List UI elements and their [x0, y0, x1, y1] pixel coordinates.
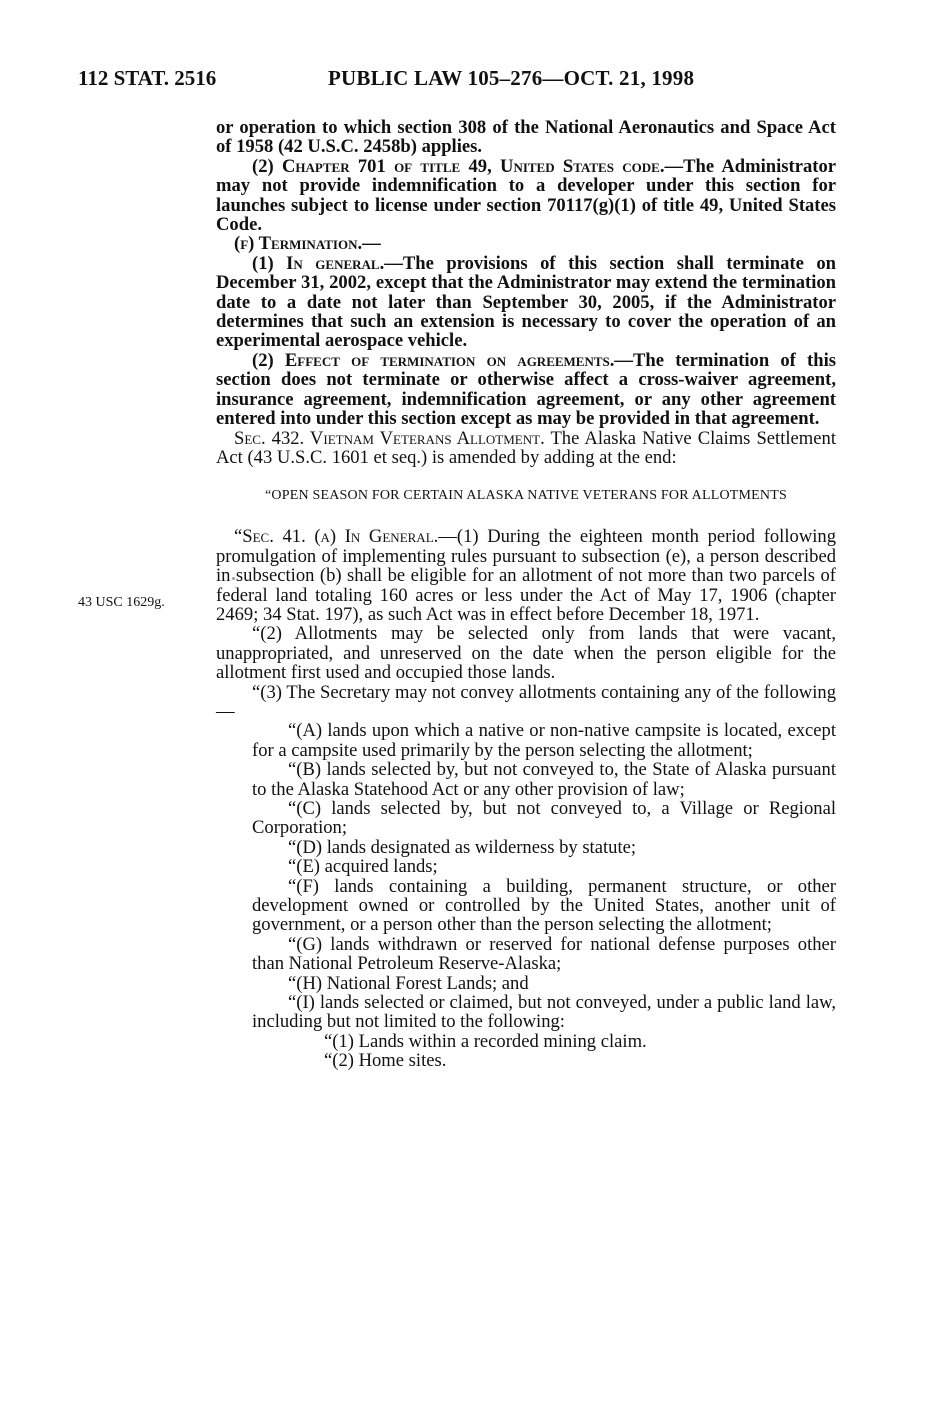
document-body [216, 118, 836, 1071]
subparagraph-i: “(I) lands selected or claimed, but not conveyed, under a public land law, including but not limited to the following: [252, 992, 836, 1033]
section-title: “OPEN SEASON FOR CERTAIN ALASKA NATIVE VETERANS FOR ALLOTMENTS [265, 488, 787, 504]
paragraph-section-432 [216, 429, 836, 468]
clause-2: “(2) Home sites. [324, 1050, 447, 1072]
paragraph-continuation: or operation to which section 308 of the National Aeronautics and Space Act of 1958 (42 U.S.C. 2458b) applies. [216, 117, 836, 158]
paragraph-text: —(1) During the eighteen month period following promulgation of implementing rules pursuant to subsection (e), a person described in subsection (b) shall be eligible for an allotment of not more than two parcels of federal land totaling 160 acres or less under the Act of May 17, 1906 (chapter 2469; 34 Stat. 197), as such Act was in effect before December 18, 1971. [216, 526, 837, 625]
paragraph-heading: (f) Termination. [234, 233, 363, 255]
section-heading: “Sec. 41. (a) In General. [234, 526, 439, 548]
subparagraph-list [216, 721, 836, 1032]
clause-list [216, 1032, 836, 1071]
paragraph-allotments: “(2) Allotments may be selected only from lands that were vacant, unappropriated, and unreserved on the date when the person eligible for the allotment first used and occupied those lands. [216, 623, 836, 684]
page-header [78, 66, 838, 98]
subparagraph-b: “(B) lands selected by, but not conveyed to, the State of Alaska pursuant to the Alaska Statehood Act or any other provision of law; [252, 759, 836, 800]
public-law-title: PUBLIC LAW 105–276—OCT. 21, 1998 [328, 66, 695, 90]
statute-page-number: 112 STAT. 2516 [78, 66, 217, 90]
paragraph-text: —The provisions of this section shall terminate on December 31, 2002, except that the Administrator may extend the termination date to a date not later than September 30, 2005, if the Administrator determines that such an extension is necessary to cover the operation of an experimental aerospace vehicle. [216, 252, 836, 352]
section-heading: Sec. 432. Vietnam Veterans Allotment. [234, 427, 545, 449]
subparagraph-d: “(D) lands designated as wilderness by statute; [288, 836, 637, 858]
subparagraph-f: “(F) lands containing a building, permanent structure, or other development owned or controlled by the United States, another unit of government, or a person other than the person selecting the allotment; [252, 875, 836, 936]
paragraph-text: —The Administrator may not provide indemnification to a developer under this section for launches subject to license under section 70117(g)(1) of title 49, United States Code. [216, 155, 836, 236]
paragraph-section-41 [216, 527, 836, 624]
subparagraph-a: “(A) lands upon which a native or non-native campsite is located, except for a campsite used primarily by the person selecting the allotment; [252, 720, 836, 761]
subparagraph-h: “(H) National Forest Lands; and [288, 972, 529, 994]
paragraph-termination [216, 234, 836, 253]
paragraph-heading: (2) Effect of termination on agreements. [252, 349, 615, 371]
subparagraph-e: “(E) acquired lands; [288, 856, 438, 878]
paragraph-secretary: “(3) The Secretary may not convey allotments containing any of the following— [216, 681, 836, 722]
paragraph-text: — [362, 233, 381, 255]
paragraph-text: —The termination of this section does not terminate or otherwise affect a cross-waiver agreement, insurance agreement, indemnification agreement, or any other agreement entered into under this section except as may be provided in that agreement. [216, 349, 836, 430]
subparagraph-g: “(G) lands withdrawn or reserved for national defense purposes other than National Petroleum Reserve-Alaska; [252, 933, 836, 975]
paragraph-text: The Alaska Native Claims Settlement Act (43 U.S.C. 1601 et seq.) is amended by adding at the end: [216, 427, 836, 468]
paragraph-heading: (1) In general. [252, 252, 385, 274]
paragraph-effect-of-termination [216, 351, 836, 429]
paragraph-heading: (2) Chapter 701 of title 49, United States code. [252, 155, 665, 177]
paragraph-in-general [216, 254, 836, 351]
clause-1: “(1) Lands within a recorded mining claim. [324, 1030, 647, 1052]
subparagraph-c: “(C) lands selected by, but not conveyed to, a Village or Regional Corporation; [252, 798, 836, 839]
paragraph-chapter-701 [216, 157, 836, 235]
margin-citation: 43 USC 1629g. [78, 595, 165, 610]
